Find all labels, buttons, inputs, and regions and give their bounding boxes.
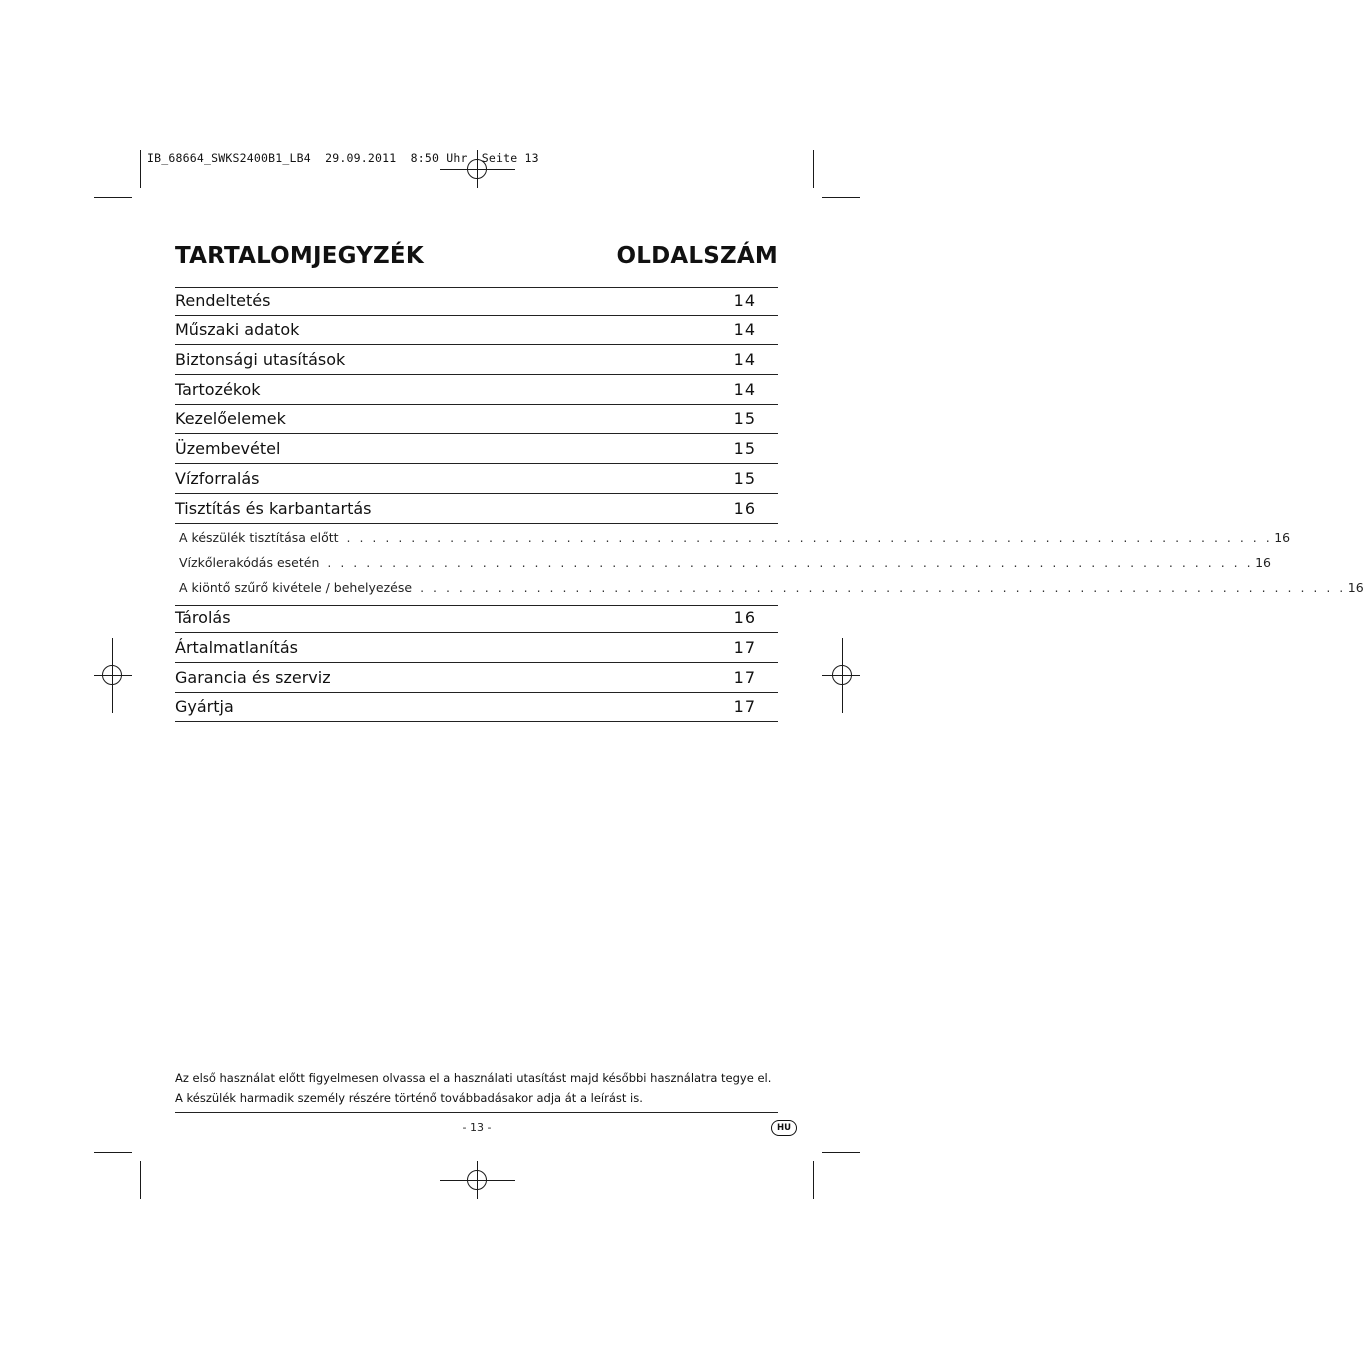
toc-row-page: 17 <box>733 667 756 687</box>
toc-subitem-page: 16 <box>1347 579 1364 595</box>
toc-row-label: Üzembevétel <box>175 439 281 459</box>
dot-leader: . . . . . . . . . . . . . . . . . . . . . . . . . . . . . . . . . . . . . . . . . . . . . . . . . . . . . . . . . . . . . . . . . . . . . . . . <box>346 529 1273 545</box>
crop-mark-bottom-left-h <box>94 1152 132 1153</box>
toc-row-page: 15 <box>733 409 756 429</box>
table-of-contents <box>175 285 1364 721</box>
toc-row[interactable] <box>175 603 778 633</box>
toc-row[interactable] <box>175 344 778 374</box>
toc-row-page: 16 <box>733 498 756 518</box>
dot-leader: . . . . . . . . . . . . . . . . . . . . . . . . . . . . . . . . . . . . . . . . . . . . . . . . . . . . . . . . . . . . . . . . . . . . . . . . <box>327 554 1254 570</box>
toc-row[interactable] <box>175 692 778 722</box>
toc-row-page: 14 <box>733 350 756 370</box>
toc-subitem[interactable] <box>175 525 1291 550</box>
toc-heading: TARTALOMJEGYZÉK <box>175 243 424 269</box>
toc-row-label: Tisztítás és karbantartás <box>175 498 372 518</box>
toc-row-page: 17 <box>733 637 756 657</box>
toc-row-page: 15 <box>733 468 756 488</box>
toc-row-page: 15 <box>733 439 756 459</box>
toc-row[interactable] <box>175 463 778 493</box>
toc-row-label: Tárolás <box>175 608 231 628</box>
print-slug: IB_68664_SWKS2400B1_LB4 29.09.2011 8:50 Uhr Seite 13 <box>147 151 539 165</box>
toc-subitem-page: 16 <box>1255 554 1271 570</box>
toc-row-page: 16 <box>733 608 756 628</box>
toc-subitem[interactable] <box>175 575 1364 600</box>
divider <box>175 523 778 524</box>
toc-row[interactable] <box>175 374 778 404</box>
dot-leader: . . . . . . . . . . . . . . . . . . . . . . . . . . . . . . . . . . . . . . . . . . . . . . . . . . . . . . . . . . . . . . . . . . . . . . . . <box>420 579 1346 595</box>
page-column-heading: OLDALSZÁM <box>616 243 778 269</box>
footer-divider <box>175 1112 778 1113</box>
toc-row-label: Gyártja <box>175 697 234 717</box>
divider <box>175 605 778 606</box>
crop-mark-top-right-h <box>822 197 860 198</box>
toc-row-label: Rendeltetés <box>175 290 271 310</box>
registration-circle-left <box>102 665 122 685</box>
registration-circle-bottom <box>467 1170 487 1190</box>
page-number: - 13 - <box>462 1121 492 1134</box>
toc-row[interactable] <box>175 404 778 434</box>
toc-row-label: Kezelőelemek <box>175 409 286 429</box>
toc-row-page: 14 <box>733 379 756 399</box>
crop-mark-top-left-v <box>140 150 141 188</box>
toc-row-label: Biztonsági utasítások <box>175 350 346 370</box>
toc-subitem-label: A készülék tisztítása előtt <box>179 529 339 545</box>
divider <box>175 287 778 288</box>
registration-circle-right <box>832 665 852 685</box>
footnote-line: A készülék harmadik személy részére történő továbbadásakor adja át a leírást is. <box>175 1091 643 1105</box>
toc-subitem-label: Vízkőlerakódás esetén <box>179 554 320 570</box>
toc-row-page: 14 <box>733 290 756 310</box>
crop-mark-bottom-right-v <box>813 1161 814 1199</box>
footnote <box>175 1068 771 1108</box>
crop-mark-bottom-right-h <box>822 1152 860 1153</box>
toc-subitem-label: A kiöntő szűrő kivétele / behelyezése <box>179 579 413 595</box>
crop-mark-bottom-left-v <box>140 1161 141 1199</box>
toc-row[interactable] <box>175 662 778 692</box>
language-badge: HU <box>771 1120 797 1136</box>
toc-row-page: 17 <box>733 697 756 717</box>
crop-mark-top-right-v <box>813 150 814 188</box>
toc-row-page: 14 <box>733 320 756 340</box>
toc-row[interactable] <box>175 433 778 463</box>
toc-row-label: Garancia és szerviz <box>175 667 331 687</box>
toc-row-label: Műszaki adatok <box>175 320 300 340</box>
toc-row[interactable] <box>175 632 778 662</box>
toc-subitem[interactable] <box>175 550 1271 575</box>
toc-row[interactable] <box>175 285 778 315</box>
crop-mark-top-left-h <box>94 197 132 198</box>
footnote-line: Az első használat előtt figyelmesen olvassa el a használati utasítást majd későbbi használatra tegye el. <box>175 1071 772 1085</box>
divider <box>175 721 778 722</box>
toc-row-label: Vízforralás <box>175 468 260 488</box>
toc-row[interactable] <box>175 315 778 345</box>
toc-row[interactable] <box>175 493 778 523</box>
toc-row-label: Tartozékok <box>175 379 261 399</box>
toc-subitem-page: 16 <box>1274 529 1291 545</box>
toc-row-label: Ártalmatlanítás <box>175 637 298 657</box>
